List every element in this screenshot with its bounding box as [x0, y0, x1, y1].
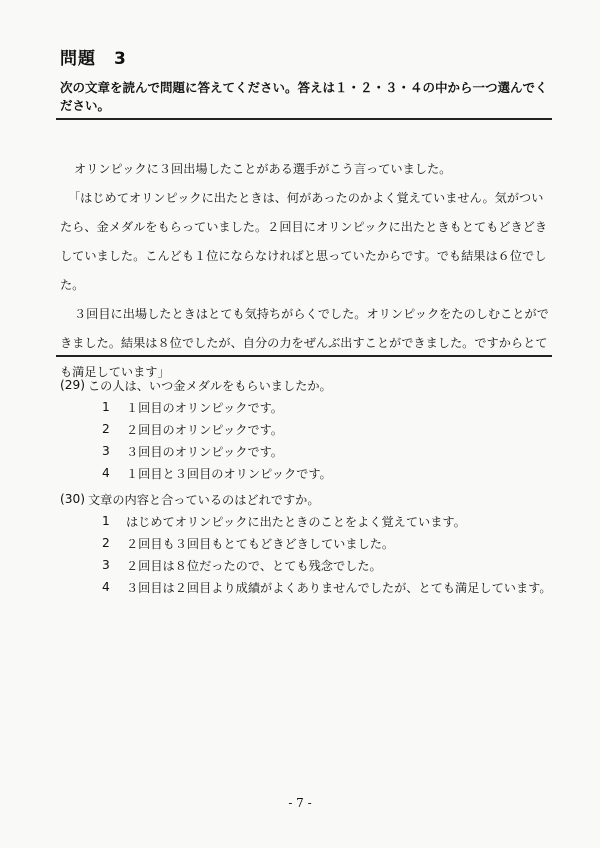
answer-option-3[interactable] — [60, 440, 560, 462]
option-number: 3 — [102, 444, 110, 458]
instructions: 次の文章を読んで問題に答えてください。答えは１・２・３・４の中から一つ選んでください。 — [60, 80, 548, 113]
option-text: ３回目は２回目より成績がよくありませんでしたが、とても満足しています。 — [126, 580, 552, 595]
option-number: 4 — [102, 580, 110, 594]
option-text: ２回目も３回目もとてもどきどきしていました。 — [126, 536, 395, 551]
option-text: ２回目は８位だったので、とても残念でした。 — [126, 558, 382, 573]
answer-option-1[interactable] — [60, 510, 560, 532]
option-text: はじめてオリンピックに出たときのことをよく覚えています。 — [126, 514, 466, 529]
passage-paragraph-1: 「はじめてオリンピックに出たときは、何があったのかよく覚えていません。気がついたら、金メダルをもらっていました。２回目にオリンピックに出たときもとてもどきどきしていました。こんども１位にならなければと思っていたからです。でも結果は６位でした。 — [60, 191, 548, 292]
section-number: 3 — [114, 49, 127, 69]
section-title — [60, 44, 127, 69]
middle-divider — [56, 355, 552, 357]
answer-option-3[interactable] — [60, 554, 560, 576]
question-29 — [60, 374, 560, 484]
option-number: 2 — [102, 422, 110, 436]
answer-option-2[interactable] — [60, 532, 560, 554]
answer-option-1[interactable] — [60, 396, 560, 418]
page-number: - 7 - — [288, 796, 312, 810]
option-text: ３回目のオリンピックです。 — [126, 444, 283, 459]
option-text: １回目のオリンピックです。 — [126, 400, 283, 415]
option-number: 2 — [102, 536, 110, 550]
reading-passage — [60, 155, 550, 387]
option-number: 4 — [102, 466, 110, 480]
question-text: この人は、いつ金メダルをもらいましたか。 — [88, 378, 332, 393]
answer-option-4[interactable] — [60, 462, 560, 484]
option-text: １回目と３回目のオリンピックです。 — [126, 466, 332, 481]
question-text: 文章の内容と合っているのはどれですか。 — [88, 492, 320, 507]
option-number: 3 — [102, 558, 110, 572]
section-label: 問題 — [60, 49, 96, 69]
passage-paragraph-2: ３回目に出場したときはとても気持ちがらくでした。オリンピックをたのしむことができました。結果は８位でしたが、自分の力をぜんぶ出すことができました。ですからとても満足しています」 — [60, 307, 549, 379]
passage-intro: オリンピックに３回出場したことがある選手がこう言っていました。 — [74, 162, 452, 176]
option-text: ２回目のオリンピックです。 — [126, 422, 283, 437]
question-30 — [60, 488, 560, 598]
answer-option-4[interactable] — [60, 576, 560, 598]
question-number: (29) — [60, 378, 86, 392]
question-number: (30) — [60, 492, 86, 506]
option-number: 1 — [102, 514, 110, 528]
answer-option-2[interactable] — [60, 418, 560, 440]
top-divider — [56, 118, 552, 120]
option-number: 1 — [102, 400, 110, 414]
